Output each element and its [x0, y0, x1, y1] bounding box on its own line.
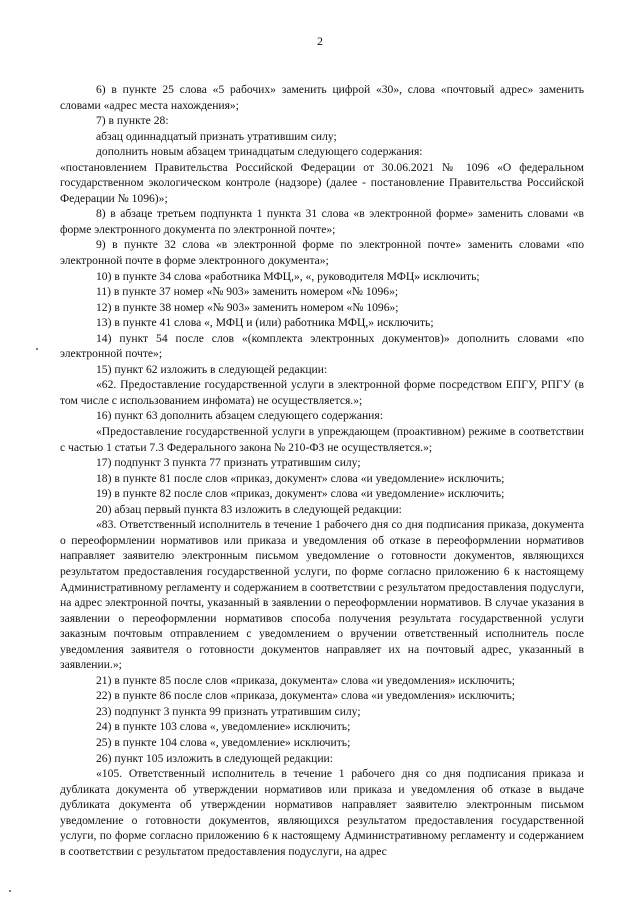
paragraph: 26) пункт 105 изложить в следующей редакции: [96, 751, 333, 765]
paragraph: 22) в пункте 86 после слов «приказа, документа» слова «и уведомления» исключить; [96, 689, 516, 703]
paragraph: 17) подпункт 3 пункта 77 признать утратившим силу; [96, 456, 361, 470]
paragraph: 19) в пункте 82 после слов «приказ, документ» слова «и уведомление» исключить; [96, 487, 505, 501]
paragraph: «105. Ответственный исполнитель в течение 1 рабочего дня со дня подписания приказа и дубликата документа об утверждении нормативов или приказа и уведомления об отказе в выдаче дубликата документа об утверждении нормативов направляет заявителю электронным письмом уведомление о готовности документов, являющихся результатом предоставления государственной услуги, по форме согласно приложению 6 к настоящему Административному регламенту и содержанием в соответствии с результатом предоставления подуслуги, на адрес [60, 767, 584, 858]
page-number: 2 [317, 34, 323, 48]
paragraph: 24) в пункте 103 слова «, уведомление» исключить; [96, 720, 351, 734]
paragraph: 15) пункт 62 изложить в следующей редакции: [96, 362, 328, 376]
scan-mark [36, 348, 38, 350]
paragraph: 18) в пункте 81 после слов «приказ, документ» слова «и уведомление» исключить; [96, 471, 505, 485]
paragraph: 7) в пункте 28: [96, 114, 169, 128]
paragraph: «62. Предоставление государственной услуги в электронной форме посредством ЕПГУ, РПГУ (в том числе с использованием инфомата) не осуществляется.»; [60, 378, 584, 407]
paragraph: 21) в пункте 85 после слов «приказа, документа» слова «и уведомления» исключить; [96, 673, 516, 687]
paragraph: «постановлением Правительства Российской Федерации от 30.06.2021 № 1096 «О федеральном государственном экологическом контроле (надзоре) (далее - постановление Правительства Российской Федерации № 1096)»; [60, 160, 584, 205]
paragraph: 25) в пункте 104 слова «, уведомление» исключить; [96, 735, 351, 749]
paragraph: 23) подпункт 3 пункта 99 признать утратившим силу; [96, 704, 361, 718]
paragraph: абзац одиннадцатый признать утратившим силу; [96, 129, 337, 143]
scan-mark [9, 890, 11, 892]
paragraph: 20) абзац первый пункта 83 изложить в следующей редакции: [96, 502, 402, 516]
paragraph: 12) в пункте 38 номер «№ 903» заменить номером «№ 1096»; [96, 300, 399, 314]
paragraph: «Предоставление государственной услуги в упреждающем (проактивном) режиме в соответствии с частью 1 статьи 7.3 Федерального закона № 210-ФЗ не осуществляется.»; [60, 425, 584, 454]
paragraph: 8) в абзаце третьем подпункта 1 пункта 31 слова «в электронной форме» заменить словами «в форме электронного документа по электронной почте»; [60, 207, 584, 236]
paragraph: 16) пункт 63 дополнить абзацем следующего содержания: [96, 409, 383, 423]
document-body [60, 82, 584, 859]
paragraph: дополнить новым абзацем тринадцатым следующего содержания: [96, 145, 423, 159]
paragraph: 11) в пункте 37 номер «№ 903» заменить номером «№ 1096»; [96, 285, 399, 299]
paragraph: 14) пункт 54 после слов «(комплекта электронных документов)» дополнить словами «по электронной почте»; [60, 331, 584, 361]
paragraph: «83. Ответственный исполнитель в течение 1 рабочего дня со дня подписания приказа, документа о переоформлении нормативов или приказа и уведомления об отказе в переоформлении нормативов направляет заявителю электронным письмом уведомление о готовности документов, являющихся результатом предоставления государственной услуги, по форме согласно приложению 6 к настоящему Административному регламенту и содержанием в соответствии с результатом предоставления подуслуги, на адрес электронной почты, указанный в заявлении о переоформлении нормативов. В случае указания в заявлении о переоформлении нормативов способа получения результата государственной услуги заказным почтовым отправлением с уведомлением о вручении ответственный исполнитель после уведомления заявителя о готовности документов направляет их на почтовый адрес, указанный в заявлении.»; [60, 518, 584, 672]
paragraph: 6) в пункте 25 слова «5 рабочих» заменить цифрой «30», слова «почтовый адрес» заменить словами «адрес места нахождения»; [60, 83, 584, 112]
paragraph: 13) в пункте 41 слова «, МФЦ и (или) работника МФЦ,» исключить; [96, 316, 434, 330]
paragraph: 9) в пункте 32 слова «в электронной форме по электронной почте» заменить словами «по электронной почте в форме электронного документа»; [60, 238, 584, 268]
paragraph: 10) в пункте 34 слова «работника МФЦ,», «, руководителя МФЦ» исключить; [96, 269, 480, 283]
